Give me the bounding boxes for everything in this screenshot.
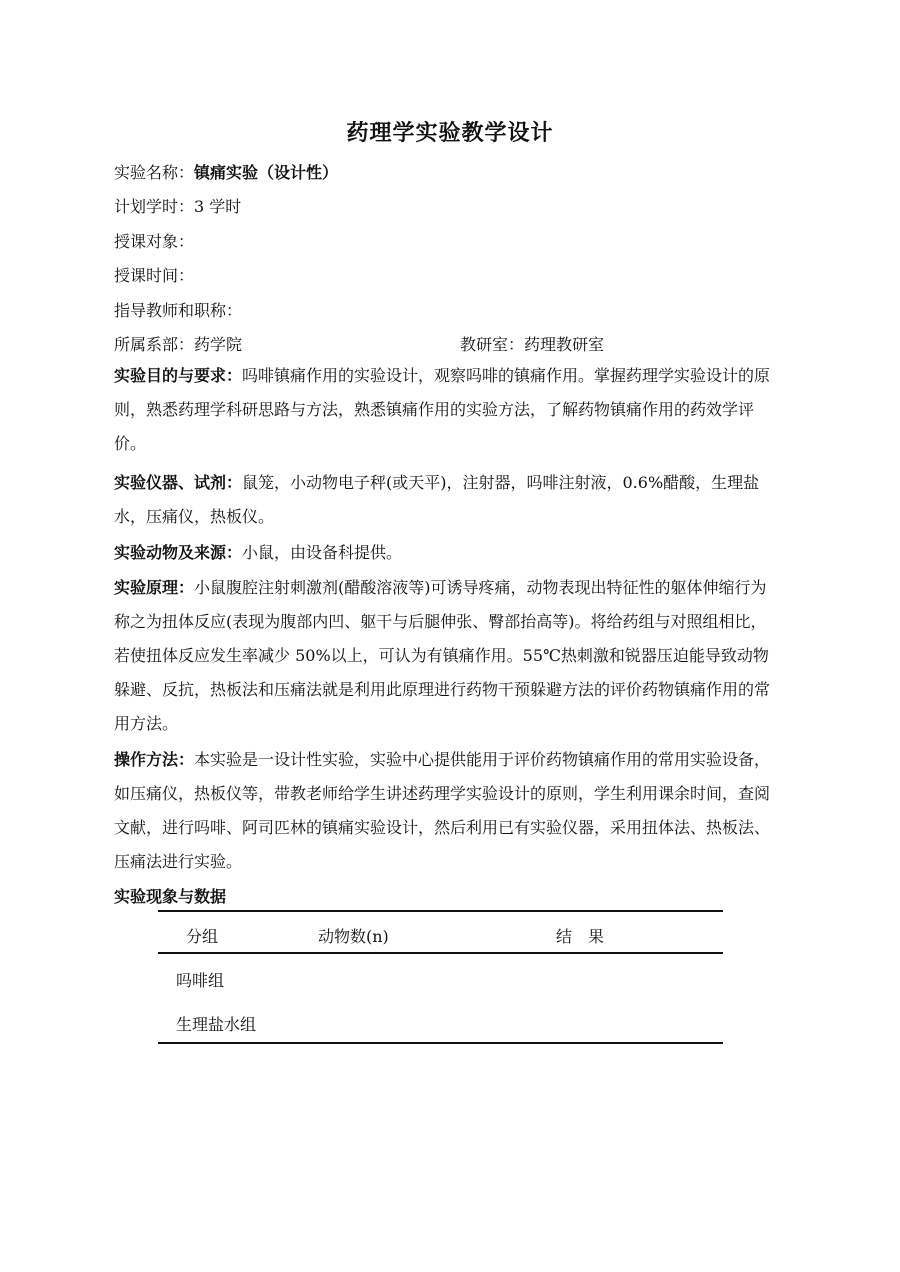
field-label: 教研室：	[460, 335, 525, 354]
field-label: 计划学时：	[114, 197, 195, 216]
section-text: 小鼠，由设备科提供。	[242, 543, 403, 562]
field-label: 授课时间：	[114, 266, 195, 285]
section-label: 实验目的与要求：	[114, 366, 243, 385]
table-row	[176, 1012, 256, 1035]
field-planned-hours	[114, 194, 241, 217]
field-value: 3 学时	[194, 197, 242, 216]
data-section-title: 实验现象与数据	[114, 887, 227, 906]
field-value: 药学院	[194, 335, 243, 354]
field-experiment-name	[114, 160, 338, 183]
field-label: 指导教师和职称：	[114, 301, 243, 320]
table-row	[176, 968, 224, 991]
table-header-row	[158, 912, 723, 954]
field-audience	[114, 229, 194, 252]
field-office	[460, 332, 604, 355]
row-group-cell: 吗啡组	[176, 971, 225, 990]
field-value: 药理教研室	[524, 335, 605, 354]
field-label: 实验名称：	[114, 163, 195, 182]
column-header-result: 结 果	[556, 927, 605, 946]
field-instructor	[114, 298, 242, 321]
field-label: 所属系部：	[114, 335, 195, 354]
row-group-cell: 生理盐水组	[176, 1015, 257, 1034]
page-title: 药理学实验教学设计	[346, 120, 554, 146]
section-text: 鼠笼，小动物电子秤(或天平)，注射器，吗啡注射液，0.6%醋酸，生理盐水，压痛仪，热板仪。	[114, 473, 760, 526]
column-header-group: 分组	[186, 927, 219, 946]
column-header-animal-count: 动物数(n)	[318, 927, 389, 946]
field-department	[114, 332, 242, 355]
section-equipment	[114, 466, 774, 534]
section-label: 实验仪器、试剂：	[114, 473, 243, 492]
section-text: 吗啡镇痛作用的实验设计，观察吗啡的镇痛作用。掌握药理学实验设计的原则，熟悉药理学科研思路与方法，熟悉镇痛作用的实验方法，了解药物镇痛作用的药效学评价。	[114, 366, 771, 453]
field-value: 镇痛实验（设计性）	[194, 163, 339, 182]
field-teaching-time	[114, 263, 194, 286]
section-method	[114, 743, 774, 879]
table-body	[158, 954, 723, 1044]
results-table	[158, 910, 723, 1044]
section-animals	[114, 536, 774, 570]
section-principle	[114, 571, 774, 741]
section-label: 实验原理：	[114, 578, 195, 597]
section-aim	[114, 359, 774, 461]
section-text: 小鼠腹腔注射刺激剂(醋酸溶液等)可诱导疼痛，动物表现出特征性的躯体伸缩行为称之为扭体反应(表现为腹部内凹、躯干与后腿伸张、臀部抬高等)。将给药组与对照组相比，若使扭体反应发生率减少 50%以上，可认为有镇痛作用。55℃热刺激和锐器压迫能导致动物躲避、反抗，热板法和压痛法就是利用此原理进行药物干预躲避方法的评价药物镇痛作用的常用方法。	[114, 578, 771, 733]
field-label: 授课对象：	[114, 232, 195, 251]
section-text: 本实验是一设计性实验，实验中心提供能用于评价药物镇痛作用的常用实验设备，如压痛仪，热板仪等，带教老师给学生讲述药理学实验设计的原则，学生利用课余时间，查阅文献，进行吗啡、阿司匹林的镇痛实验设计，然后利用已有实验仪器，采用扭体法、热板法、压痛法进行实验。	[114, 750, 771, 871]
section-label: 实验动物及来源：	[114, 543, 243, 562]
section-label: 操作方法：	[114, 750, 195, 769]
